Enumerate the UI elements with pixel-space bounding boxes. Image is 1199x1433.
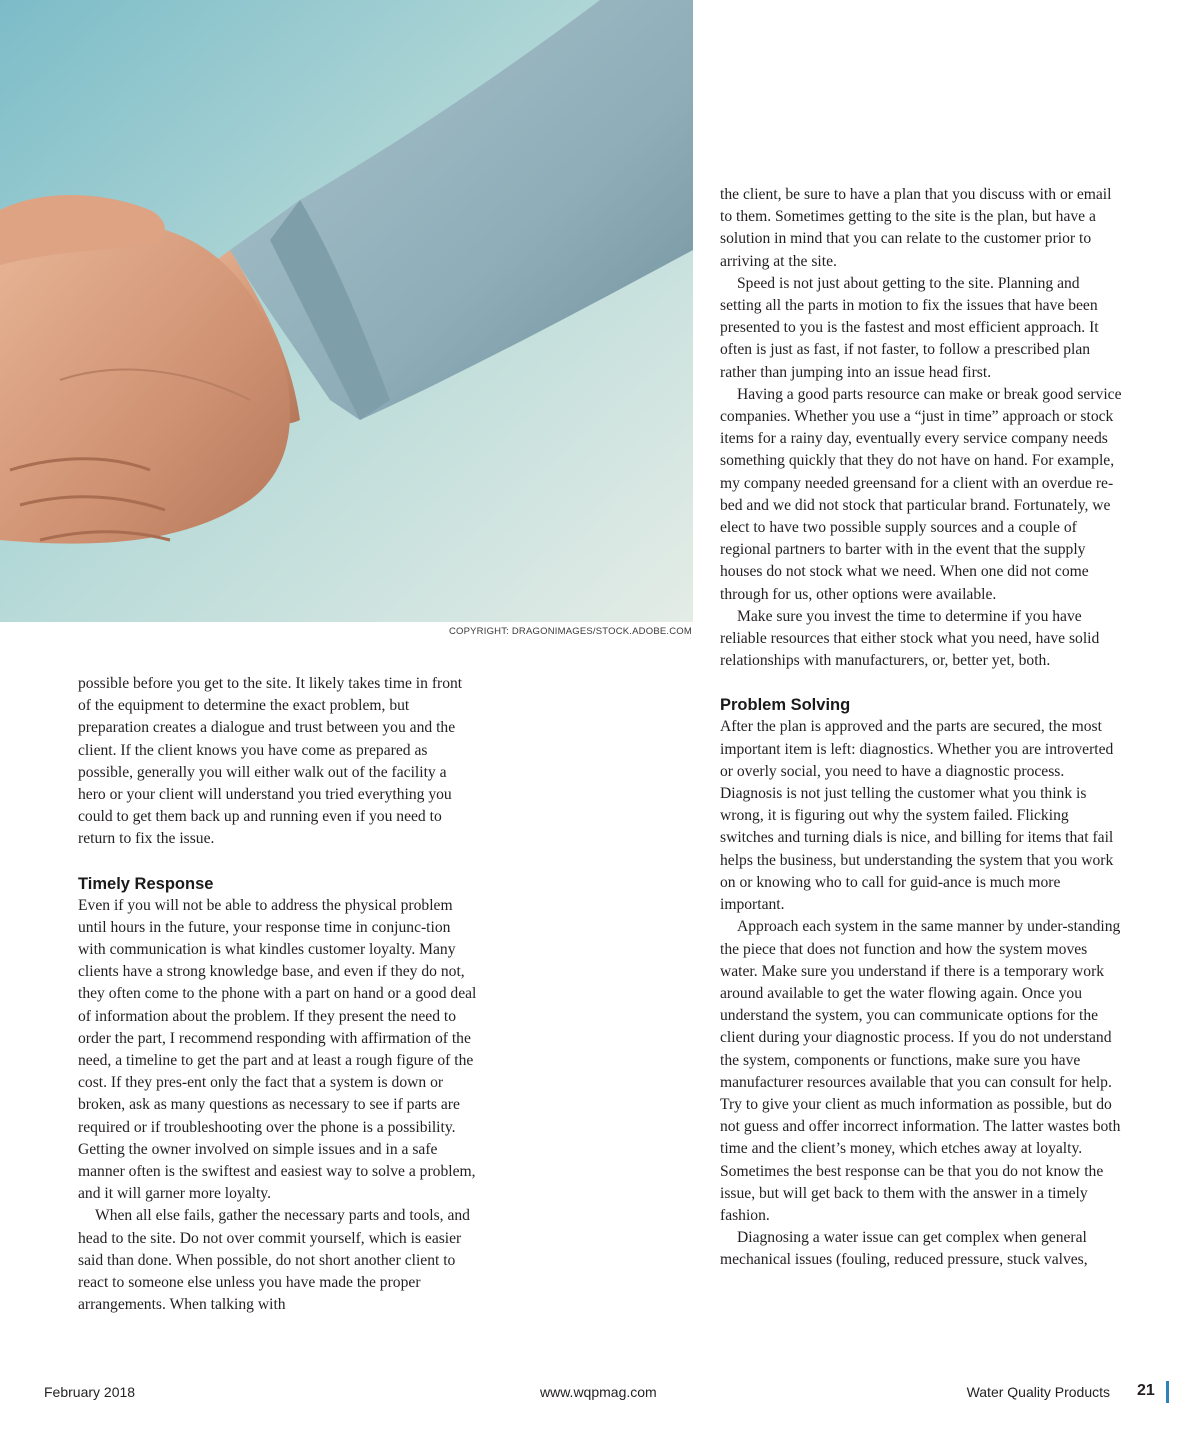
page-number: 21 [1137, 1382, 1155, 1399]
footer-date: February 2018 [44, 1384, 136, 1400]
section-heading-timely-response: Timely Response [78, 874, 214, 893]
paragraph: Approach each system in the same manner by under-standing the piece that does not function and how the system moves water. Make sure you understand if there is a temporary work around available to get the water flowing again. Once you understand the system, you can communicate options for the client during your diagnostic process. If you do not understand the system, components or functions, make sure you have manufacturer resources available that you can consult for help. Try to give your client as much information as possible, but do not guess and offer incorrect information. The latter wastes both time and the client’s money, which etches away at loyalty. Sometimes the best response can be that you do not know the issue, but will get back to them with the answer in a timely fashion. [720, 918, 1121, 1224]
paragraph: possible before you get to the site. It likely takes time in front of the equipment to determine the exact problem, but preparation creates a dialogue and trust between you and the client. If the client knows you have come as prepared as possible, generally you will either walk out of the facility a hero or your client will understand you tried everything you could to get them back up and running even if you need to return to fix the issue. [78, 675, 463, 848]
handshake-photo [0, 0, 693, 622]
handshake-illustration [0, 0, 693, 622]
paragraph: Make sure you invest the time to determine if you have reliable resources that either stock what you need, have solid relationships with manufacturers, or, better yet, both. [720, 607, 1100, 670]
article-right-column [720, 184, 1123, 1272]
section-heading-problem-solving: Problem Solving [720, 696, 851, 715]
article-left-column [78, 673, 478, 1316]
paragraph: Speed is not just about getting to the site. Planning and setting all the parts in motion to fix the issues that have been presented to you is the fastest and most efficient approach. It often is just as fast, if not faster, to follow a prescribed plan rather than jumping into an issue head first. [720, 274, 1099, 381]
paragraph: the client, be sure to have a plan that you discuss with or email to them. Sometimes getting to the site is the plan, but have a solution in mind that you can relate to the customer prior to arriving at the site. [720, 186, 1112, 270]
footer-magazine-name: Water Quality Products [966, 1384, 1110, 1400]
page-footer [0, 1381, 1199, 1407]
photo-credit: COPYRIGHT: DRAGONIMAGES/STOCK.ADOBE.COM [448, 626, 692, 637]
accent-bar [1166, 1381, 1169, 1403]
paragraph: Having a good parts resource can make or break good service companies. Whether you use a “just in time” approach or stock items for a rainy day, eventually every service company needs something quickly that they do not have on hand. For example, my company needed greensand for a client with an overdue re-bed and we did not stock that particular brand. Fortunately, we elect to have two possible supply sources and a couple of regional partners to barter with in the event that the supply houses do not stock what we need. When one did not come through for us, other options were available. [720, 385, 1122, 603]
paragraph: Diagnosing a water issue can get complex when general mechanical issues (fouling, reduced pressure, stuck valves, [720, 1229, 1088, 1269]
paragraph: Even if you will not be able to address the physical problem until hours in the future, your response time in conjunc-tion with communication is what kindles customer loyalty. Many clients have a strong knowledge base, and even if they do not, they often come to the phone with a part on hand or a good deal of information about the problem. If they present the need to order the part, I recommend responding with affirmation of the need, a timeline to get the part and at least a rough figure of the cost. If they pres-ent only the fact that a system is down or broken, ask as many questions as necessary to see if parts are required or if troubleshooting over the phone is a possibility. Getting the owner involved on simple issues and in a safe manner often is the swiftest and easiest way to solve a problem, and it will garner more loyalty. [78, 896, 477, 1203]
paragraph: When all else fails, gather the necessary parts and tools, and head to the site. Do not over commit yourself, which is easier said than done. When possible, do not short another client to react to someone else unless you have made the proper arrangements. When talking with [78, 1207, 470, 1314]
footer-url[interactable]: www.wqpmag.com [540, 1384, 657, 1400]
paragraph: After the plan is approved and the parts are secured, the most important item is left: diagnostics. Whether you are introverted or overly social, you need to have a diagnostic process. Diagnosis is not just telling the customer what you think is wrong, it is figuring out why the system failed. Flicking switches and turning dials is nice, and billing for items that fail helps the business, but understanding the system that you work on or knowing who to call for guid-ance is much more important. [720, 718, 1114, 914]
